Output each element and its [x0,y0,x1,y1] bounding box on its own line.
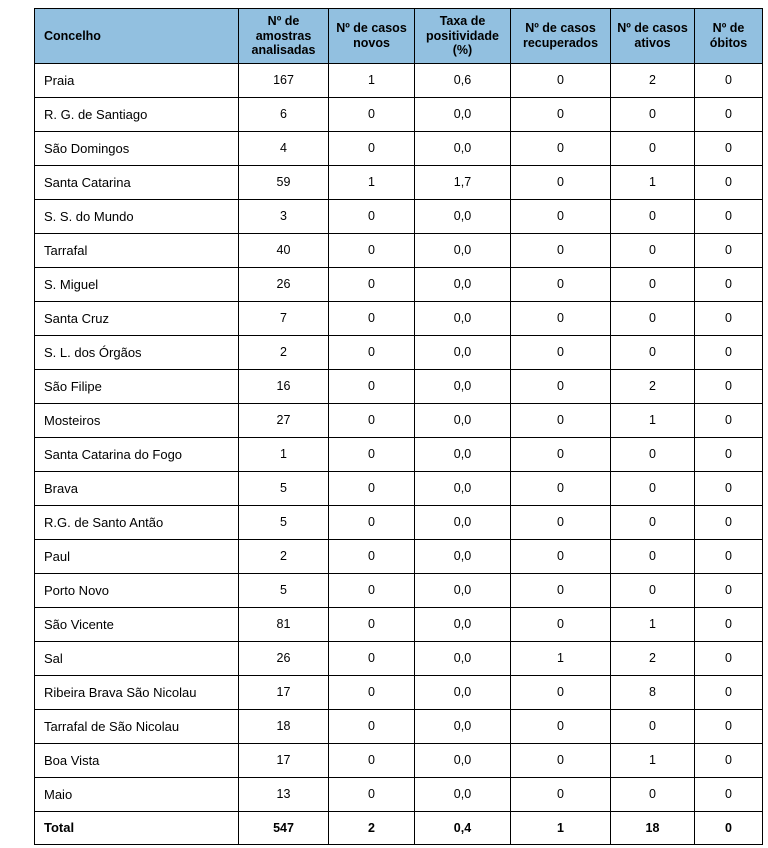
cell-obitos: 0 [695,166,763,200]
table-row [35,234,763,268]
table-total-row [35,812,763,845]
cell-ativos: 0 [611,506,695,540]
cell-positividade: 0,0 [415,200,511,234]
cell-recuperados: 0 [511,506,611,540]
cell-amostras: 1 [239,438,329,472]
cell-recuperados: 0 [511,370,611,404]
table-row [35,506,763,540]
cell-amostras: 17 [239,676,329,710]
cell-obitos: 0 [695,438,763,472]
cell-ativos: 0 [611,472,695,506]
cell-recuperados: 0 [511,302,611,336]
cell-novos: 0 [329,336,415,370]
cell-concelho: S. L. dos Órgãos [35,336,239,370]
table-row [35,302,763,336]
cell-positividade: 0,0 [415,268,511,302]
table-row [35,98,763,132]
table-row [35,166,763,200]
column-header-casos-novos-line1: Nº de casos [336,21,407,36]
cell-ativos: 1 [611,608,695,642]
cell-novos: 0 [329,472,415,506]
cell-novos: 1 [329,166,415,200]
cell-positividade: 1,7 [415,166,511,200]
cell-obitos: 0 [695,472,763,506]
cell-novos: 0 [329,404,415,438]
cell-concelho: São Vicente [35,608,239,642]
table-body [35,64,763,845]
cell-recuperados: 0 [511,472,611,506]
table-row [35,608,763,642]
table-row [35,778,763,812]
cell-obitos: 0 [695,370,763,404]
cell-ativos: 0 [611,710,695,744]
cell-concelho: Brava [35,472,239,506]
column-header-concelho-line1: Concelho [44,28,101,43]
cell-concelho: Santa Catarina [35,166,239,200]
cell-recuperados: 0 [511,234,611,268]
cell-positividade: 0,0 [415,370,511,404]
cell-amostras: 2 [239,540,329,574]
cell-novos: 0 [329,642,415,676]
cell-recuperados: 0 [511,744,611,778]
cell-obitos: 0 [695,336,763,370]
cell-positividade: 0,0 [415,132,511,166]
cell-concelho: São Filipe [35,370,239,404]
cell-amostras: 18 [239,710,329,744]
cell-obitos: 0 [695,778,763,812]
cell-ativos: 2 [611,64,695,98]
column-header-taxa-positividade [415,9,511,64]
cell-concelho: Mosteiros [35,404,239,438]
cell-ativos: 2 [611,370,695,404]
column-header-taxa-line1: Taxa de [439,13,486,28]
cell-amostras: 7 [239,302,329,336]
table-row [35,574,763,608]
cell-amostras: 167 [239,64,329,98]
cell-positividade: 0,0 [415,608,511,642]
cell-novos: 0 [329,370,415,404]
cell-novos: 0 [329,506,415,540]
column-header-obitos-line1: Nº de [712,21,745,36]
cell-novos: 0 [329,710,415,744]
table-row [35,200,763,234]
cell-novos: 0 [329,98,415,132]
cell-ativos: 0 [611,302,695,336]
column-header-recuperados-line2: recuperados [522,36,599,50]
total-cell-ativos: 18 [611,812,695,845]
cell-concelho: São Domingos [35,132,239,166]
cell-novos: 0 [329,200,415,234]
cell-recuperados: 1 [511,642,611,676]
table-row [35,710,763,744]
column-header-ativos [611,9,695,64]
cell-obitos: 0 [695,574,763,608]
covid-municipality-table [34,8,763,845]
cell-obitos: 0 [695,234,763,268]
cell-novos: 0 [329,744,415,778]
column-header-taxa-line2: positividade [426,28,499,43]
total-cell-amostras: 547 [239,812,329,845]
total-cell-concelho: Total [35,812,239,845]
cell-obitos: 0 [695,744,763,778]
cell-novos: 0 [329,438,415,472]
cell-recuperados: 0 [511,676,611,710]
cell-concelho: Ribeira Brava São Nicolau [35,676,239,710]
table-row [35,540,763,574]
cell-positividade: 0,0 [415,642,511,676]
table-row [35,132,763,166]
cell-positividade: 0,0 [415,710,511,744]
cell-positividade: 0,0 [415,404,511,438]
table-row [35,370,763,404]
cell-concelho: Maio [35,778,239,812]
column-header-recuperados-line1: Nº de casos [525,21,596,36]
column-header-obitos-line2: óbitos [709,36,748,50]
column-header-amostras-line3: analisadas [251,43,316,58]
cell-novos: 0 [329,574,415,608]
column-header-concelho [35,9,239,64]
cell-recuperados: 0 [511,404,611,438]
cell-ativos: 0 [611,540,695,574]
column-header-ativos-line2: ativos [634,36,671,50]
cell-concelho: Paul [35,540,239,574]
cell-amostras: 13 [239,778,329,812]
column-header-ativos-line1: Nº de casos [617,21,688,36]
column-header-recuperados [511,9,611,64]
cell-recuperados: 0 [511,166,611,200]
cell-obitos: 0 [695,540,763,574]
cell-amostras: 26 [239,268,329,302]
cell-concelho: S. S. do Mundo [35,200,239,234]
cell-positividade: 0,6 [415,64,511,98]
cell-positividade: 0,0 [415,540,511,574]
table-row [35,64,763,98]
column-header-taxa-line3: (%) [452,43,473,58]
cell-amostras: 17 [239,744,329,778]
cell-amostras: 3 [239,200,329,234]
column-header-casos-novos-line2: novos [353,36,390,50]
cell-novos: 0 [329,234,415,268]
cell-ativos: 0 [611,234,695,268]
cell-recuperados: 0 [511,268,611,302]
table-header-row [35,9,763,64]
cell-ativos: 1 [611,744,695,778]
cell-positividade: 0,0 [415,336,511,370]
cell-amostras: 16 [239,370,329,404]
cell-ativos: 0 [611,778,695,812]
cell-novos: 1 [329,64,415,98]
cell-ativos: 1 [611,404,695,438]
cell-concelho: Praia [35,64,239,98]
cell-concelho: Sal [35,642,239,676]
total-cell-positividade: 0,4 [415,812,511,845]
cell-amostras: 2 [239,336,329,370]
cell-positividade: 0,0 [415,234,511,268]
cell-recuperados: 0 [511,778,611,812]
table-header [35,9,763,64]
cell-ativos: 0 [611,336,695,370]
cell-recuperados: 0 [511,608,611,642]
cell-positividade: 0,0 [415,778,511,812]
cell-obitos: 0 [695,404,763,438]
cell-amostras: 26 [239,642,329,676]
cell-recuperados: 0 [511,574,611,608]
cell-obitos: 0 [695,268,763,302]
cell-novos: 0 [329,268,415,302]
cell-concelho: Tarrafal [35,234,239,268]
cell-ativos: 0 [611,200,695,234]
cell-obitos: 0 [695,302,763,336]
cell-amostras: 5 [239,506,329,540]
cell-ativos: 2 [611,642,695,676]
cell-positividade: 0,0 [415,676,511,710]
cell-novos: 0 [329,302,415,336]
cell-concelho: R.G. de Santo Antão [35,506,239,540]
cell-positividade: 0,0 [415,472,511,506]
cell-recuperados: 0 [511,336,611,370]
cell-amostras: 5 [239,472,329,506]
cell-ativos: 0 [611,268,695,302]
cell-obitos: 0 [695,608,763,642]
table-row [35,642,763,676]
cell-recuperados: 0 [511,540,611,574]
cell-amostras: 27 [239,404,329,438]
cell-concelho: Tarrafal de São Nicolau [35,710,239,744]
total-cell-obitos: 0 [695,812,763,845]
total-cell-novos: 2 [329,812,415,845]
cell-concelho: Santa Catarina do Fogo [35,438,239,472]
cell-amostras: 81 [239,608,329,642]
cell-concelho: Porto Novo [35,574,239,608]
cell-obitos: 0 [695,64,763,98]
cell-novos: 0 [329,132,415,166]
cell-obitos: 0 [695,132,763,166]
cell-ativos: 1 [611,166,695,200]
cell-concelho: Santa Cruz [35,302,239,336]
cell-recuperados: 0 [511,98,611,132]
cell-obitos: 0 [695,676,763,710]
cell-concelho: R. G. de Santiago [35,98,239,132]
cell-obitos: 0 [695,642,763,676]
cell-obitos: 0 [695,506,763,540]
cell-novos: 0 [329,608,415,642]
cell-novos: 0 [329,676,415,710]
cell-ativos: 0 [611,574,695,608]
table-row [35,336,763,370]
cell-concelho: Boa Vista [35,744,239,778]
table-row [35,472,763,506]
cell-amostras: 59 [239,166,329,200]
cell-amostras: 6 [239,98,329,132]
cell-ativos: 0 [611,438,695,472]
cell-obitos: 0 [695,710,763,744]
column-header-amostras [239,9,329,64]
cell-ativos: 8 [611,676,695,710]
table-row [35,268,763,302]
column-header-amostras-line1: Nº de [267,13,300,28]
cell-amostras: 5 [239,574,329,608]
cell-positividade: 0,0 [415,98,511,132]
table-row [35,438,763,472]
column-header-obitos [695,9,763,64]
cell-amostras: 4 [239,132,329,166]
total-cell-recuperados: 1 [511,812,611,845]
cell-recuperados: 0 [511,64,611,98]
column-header-amostras-line2: amostras [255,28,312,43]
cell-recuperados: 0 [511,438,611,472]
cell-obitos: 0 [695,200,763,234]
cell-recuperados: 0 [511,132,611,166]
column-header-casos-novos [329,9,415,64]
cell-recuperados: 0 [511,200,611,234]
cell-recuperados: 0 [511,710,611,744]
cell-positividade: 0,0 [415,302,511,336]
table-row [35,404,763,438]
cell-positividade: 0,0 [415,574,511,608]
cell-obitos: 0 [695,98,763,132]
cell-novos: 0 [329,540,415,574]
cell-novos: 0 [329,778,415,812]
table-row [35,676,763,710]
cell-positividade: 0,0 [415,506,511,540]
cell-ativos: 0 [611,98,695,132]
cell-positividade: 0,0 [415,744,511,778]
cell-ativos: 0 [611,132,695,166]
cell-concelho: S. Miguel [35,268,239,302]
cell-positividade: 0,0 [415,438,511,472]
table-row [35,744,763,778]
cell-amostras: 40 [239,234,329,268]
